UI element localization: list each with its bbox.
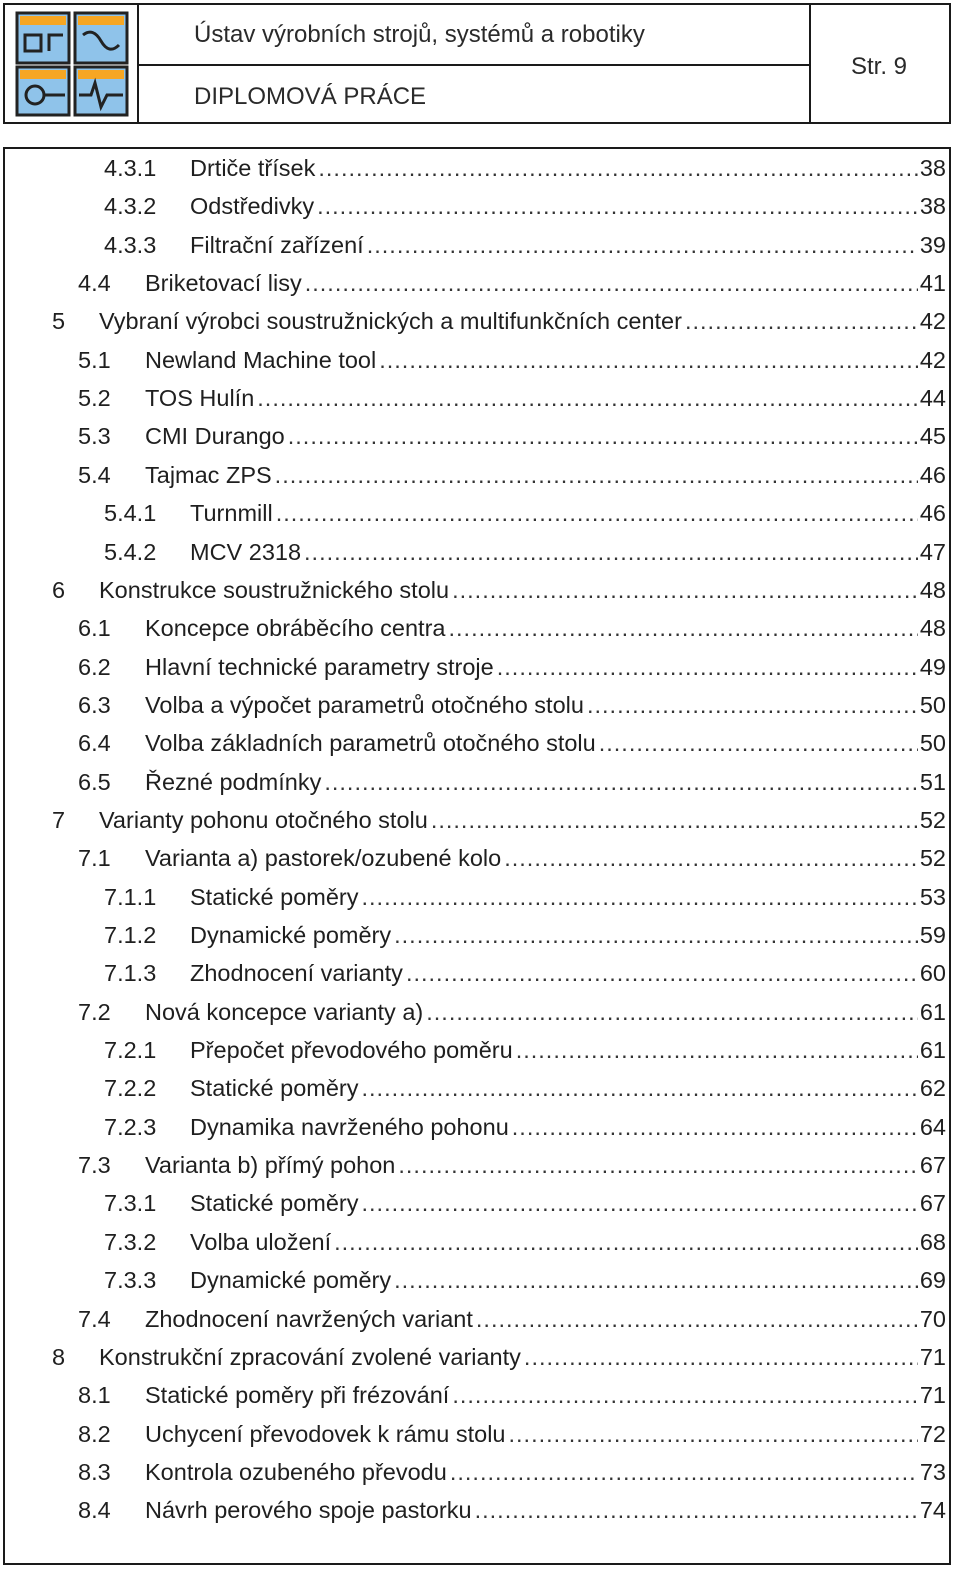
toc-entry-title: Konstrukční zpracování zvolené varianty [99, 1343, 521, 1370]
toc-dot-leader [288, 417, 918, 455]
toc-entry[interactable] [78, 1491, 946, 1529]
toc-entry-page: 49 [919, 653, 946, 680]
toc-dot-leader [497, 648, 918, 686]
toc-entry-title: TOS Hulín [145, 385, 255, 412]
toc-entry-number: 5.4.2 [104, 538, 157, 565]
toc-entry-page: 38 [919, 155, 946, 181]
toc-entry[interactable] [78, 609, 946, 647]
toc-entry-title: Dynamické poměry [190, 1267, 392, 1294]
toc-entry-number: 8.4 [78, 1497, 111, 1524]
toc-entry-page: 42 [919, 308, 946, 335]
toc-entry-title: Nová koncepce varianty a) [145, 998, 424, 1025]
toc-entry-page: 50 [919, 691, 946, 718]
toc-dot-leader [361, 878, 917, 916]
toc-entry[interactable] [52, 1338, 946, 1376]
toc-entry[interactable] [52, 302, 946, 340]
toc-entry-number: 8.2 [78, 1420, 111, 1447]
toc-entry-title: Dynamické poměry [190, 922, 392, 948]
toc-entry-number: 4.3.2 [104, 193, 157, 220]
toc-entry-title: Konstrukce soustružnického stolu [99, 576, 450, 603]
page-number: Str. 9 [851, 53, 908, 80]
toc-entry[interactable] [78, 993, 946, 1031]
toc-entry[interactable] [104, 533, 946, 571]
toc-entry-title: Newland Machine tool [145, 346, 377, 373]
toc-entry-number: 7.1.3 [104, 960, 157, 987]
toc-entry-title: Varianta a) pastorek/ozubené kolo [145, 845, 502, 872]
toc-dot-leader [685, 302, 918, 340]
toc-entry-number: 4.3.3 [104, 231, 157, 258]
toc-entry-number: 7.2.2 [104, 1075, 157, 1102]
toc-dot-leader [394, 916, 918, 954]
toc-entry-number: 6.2 [78, 653, 111, 680]
toc-entry-title: Statické poměry při frézování [145, 1382, 450, 1409]
toc-entry[interactable] [78, 724, 946, 762]
toc-entry-number: 7.1 [78, 845, 111, 872]
toc-entry-title: Návrh perového spoje pastorku [145, 1497, 472, 1524]
toc-entry-number: 7.4 [78, 1305, 111, 1332]
toc-entry[interactable] [104, 1223, 946, 1261]
toc-entry-number: 6.5 [78, 768, 111, 795]
toc-entry-page: 47 [919, 538, 946, 565]
toc-dot-leader [524, 1338, 918, 1376]
toc-dot-leader [587, 686, 918, 724]
toc-entry-title: Dynamika navrženého pohonu [190, 1113, 509, 1140]
toc-entry-title: CMI Durango [145, 423, 285, 450]
institute-logo [5, 5, 139, 122]
toc-entry[interactable] [104, 149, 946, 187]
toc-dot-leader [431, 801, 918, 839]
toc-dot-leader [475, 1491, 918, 1529]
toc-entry[interactable] [78, 417, 946, 455]
toc-entry-number: 7.3.3 [104, 1267, 157, 1294]
toc-entry-page: 67 [919, 1190, 946, 1217]
page-header [3, 3, 951, 124]
toc-dot-leader [305, 264, 918, 302]
toc-entry-number: 4.4 [78, 270, 111, 297]
toc-entry-title: Koncepce obráběcího centra [145, 615, 446, 642]
toc-dot-leader [324, 763, 918, 801]
toc-entry-number: 5.2 [78, 385, 111, 412]
toc-dot-leader [406, 954, 918, 992]
toc-entry-number: 7.1.1 [104, 883, 157, 910]
toc-dot-leader [257, 379, 918, 417]
toc-entry-number: 4.3.1 [104, 155, 157, 181]
toc-entry-page: 64 [919, 1113, 946, 1140]
toc-entry-page: 46 [919, 461, 946, 488]
toc-entry-page: 44 [919, 385, 946, 412]
toc-entry[interactable] [52, 571, 946, 609]
toc-entry-number: 6.3 [78, 691, 111, 718]
toc-entry-number: 6.1 [78, 615, 111, 642]
toc-entry[interactable] [104, 916, 946, 954]
toc-entry-number: 7.2 [78, 998, 111, 1025]
toc-entry-title: Filtrační zařízení [190, 231, 364, 258]
toc-dot-leader [276, 494, 918, 532]
toc-entry-page: 46 [919, 500, 946, 527]
logo-icon [15, 11, 129, 117]
toc-entry-page: 70 [919, 1305, 946, 1332]
toc-entry-page: 45 [919, 423, 946, 450]
toc-entry-title: Vybraní výrobci soustružnických a multifunkčních center [99, 308, 682, 335]
toc-dot-leader [476, 1300, 918, 1338]
toc-entry-page: 73 [919, 1458, 946, 1485]
toc-entry-number: 5.3 [78, 423, 111, 450]
toc-entry-page: 59 [919, 922, 946, 948]
toc-dot-leader [318, 149, 918, 187]
toc-entry[interactable] [104, 1031, 946, 1069]
toc-entry-number: 7.3 [78, 1152, 111, 1179]
toc-entry-number: 7.2.3 [104, 1113, 157, 1140]
toc-entry[interactable] [104, 878, 946, 916]
toc-entry-page: 74 [919, 1497, 946, 1524]
toc-dot-leader [516, 1031, 918, 1069]
toc-entry-title: Zhodnocení varianty [190, 960, 403, 987]
toc-entry[interactable] [104, 226, 946, 264]
toc-entry[interactable] [78, 1376, 946, 1414]
toc-dot-leader [275, 456, 918, 494]
toc-entry-page: 52 [919, 806, 946, 833]
toc-entry[interactable] [52, 801, 946, 839]
toc-entry-page: 48 [919, 615, 946, 642]
toc-entry-title: Volba uložení [190, 1228, 332, 1255]
toc-entry-title: Briketovací lisy [145, 270, 302, 297]
toc-entry-title: Statické poměry [190, 1075, 359, 1102]
toc-entry-number: 7 [52, 806, 66, 833]
toc-entry[interactable] [78, 1415, 946, 1453]
toc-entry[interactable] [78, 1300, 946, 1338]
toc-dot-leader [452, 571, 918, 609]
toc-entry-title: Kontrola ozubeného převodu [145, 1458, 447, 1485]
toc-entry-number: 7.2.1 [104, 1037, 157, 1064]
thesis-type: DIPLOMOVÁ PRÁCE [194, 83, 427, 110]
toc-dot-leader [361, 1184, 917, 1222]
toc-entry-page: 61 [919, 998, 946, 1025]
toc-dot-leader [398, 1146, 917, 1184]
toc-dot-leader [509, 1415, 918, 1453]
toc-entry-title: Řezné podmínky [145, 768, 322, 795]
toc-dot-leader [394, 1261, 918, 1299]
toc-entry-page: 67 [919, 1152, 946, 1179]
toc-entry-title: Turnmill [190, 500, 273, 527]
toc-entry-number: 6.4 [78, 730, 111, 757]
toc-dot-leader [504, 839, 918, 877]
toc-entry[interactable] [78, 648, 946, 686]
toc-dot-leader [512, 1108, 918, 1146]
toc-dot-leader [379, 341, 918, 379]
toc-entry-page: 62 [919, 1075, 946, 1102]
toc-entry-number: 5.4.1 [104, 500, 157, 527]
toc-entry-page: 53 [919, 883, 946, 910]
toc-dot-leader [334, 1223, 918, 1261]
toc-entry-number: 8.1 [78, 1382, 111, 1409]
toc-entry-page: 69 [919, 1267, 946, 1294]
toc-entry-title: Statické poměry [190, 883, 359, 910]
toc-entry[interactable] [78, 1453, 946, 1491]
toc-entry[interactable] [104, 187, 946, 225]
toc-entry[interactable] [78, 839, 946, 877]
toc-entry[interactable] [78, 1146, 946, 1184]
toc-entry-page: 71 [919, 1382, 946, 1409]
toc-entry-page: 38 [919, 193, 946, 220]
toc-entry-page: 50 [919, 730, 946, 757]
toc-entry-title: Varianta b) přímý pohon [145, 1152, 396, 1179]
toc-entry[interactable] [104, 1069, 946, 1107]
toc-entry[interactable] [78, 686, 946, 724]
toc-entry-page: 42 [919, 346, 946, 373]
toc-entry[interactable] [78, 763, 946, 801]
toc-dot-leader [304, 533, 918, 571]
toc-entry-number: 5.1 [78, 346, 111, 373]
toc-entry-number: 5 [52, 308, 66, 335]
toc-entry[interactable] [78, 379, 946, 417]
toc-entry-title: MCV 2318 [190, 538, 302, 565]
toc-entry-title: Statické poměry [190, 1190, 359, 1217]
toc-dot-leader [452, 1376, 918, 1414]
toc-entry-title: Přepočet převodového poměru [190, 1037, 513, 1064]
toc-entry-title: Varianty pohonu otočného stolu [99, 806, 428, 833]
toc-entry[interactable] [104, 1184, 946, 1222]
toc-entry-page: 51 [919, 768, 946, 795]
toc-dot-leader [450, 1453, 918, 1491]
toc-entry-page: 72 [919, 1420, 946, 1447]
institute-name: Ústav výrobních strojů, systémů a robotiky [194, 21, 645, 48]
toc-entry[interactable] [104, 1261, 946, 1299]
toc-entry-number: 8 [52, 1343, 66, 1370]
toc-dot-leader [426, 993, 918, 1031]
toc-entry-number: 5.4 [78, 461, 111, 488]
toc-entry-number: 7.3.1 [104, 1190, 157, 1217]
toc-entry-page: 39 [919, 231, 946, 258]
toc-entry-title: Uchycení převodovek k rámu stolu [145, 1420, 506, 1447]
toc-entry-page: 60 [919, 960, 946, 987]
toc-entry-page: 41 [919, 270, 946, 297]
toc-dot-leader [449, 609, 918, 647]
toc-dot-leader [317, 187, 918, 225]
toc-dot-leader [361, 1069, 917, 1107]
toc-entry-title: Volba základních parametrů otočného stolu [145, 730, 596, 757]
toc-entry-page: 61 [919, 1037, 946, 1064]
toc-entry-page: 71 [919, 1343, 946, 1370]
toc-entry-title: Volba a výpočet parametrů otočného stolu [145, 691, 584, 718]
toc-entry-page: 68 [919, 1228, 946, 1255]
toc-entry[interactable] [104, 494, 946, 532]
toc-entry-number: 7.3.2 [104, 1228, 157, 1255]
toc-dot-leader [367, 226, 918, 264]
toc-entry-number: 7.1.2 [104, 922, 157, 948]
toc-entry[interactable] [104, 954, 946, 992]
toc-dot-leader [599, 724, 918, 762]
toc-entry-title: Hlavní technické parametry stroje [145, 653, 494, 680]
toc-entry-page: 52 [919, 845, 946, 872]
toc-entry-page: 48 [919, 576, 946, 603]
toc-entry-title: Tajmac ZPS [145, 461, 272, 488]
toc-entry[interactable] [104, 1108, 946, 1146]
toc-entry[interactable] [78, 341, 946, 379]
toc-entry-title: Odstředivky [190, 193, 315, 220]
toc-entry[interactable] [78, 456, 946, 494]
toc-entry-number: 8.3 [78, 1458, 111, 1485]
toc-entry-number: 6 [52, 576, 66, 603]
toc-entry[interactable] [78, 264, 946, 302]
toc-entry-title: Zhodnocení navržených variant [145, 1305, 473, 1332]
toc-entry-title: Drtiče třísek [190, 155, 316, 181]
